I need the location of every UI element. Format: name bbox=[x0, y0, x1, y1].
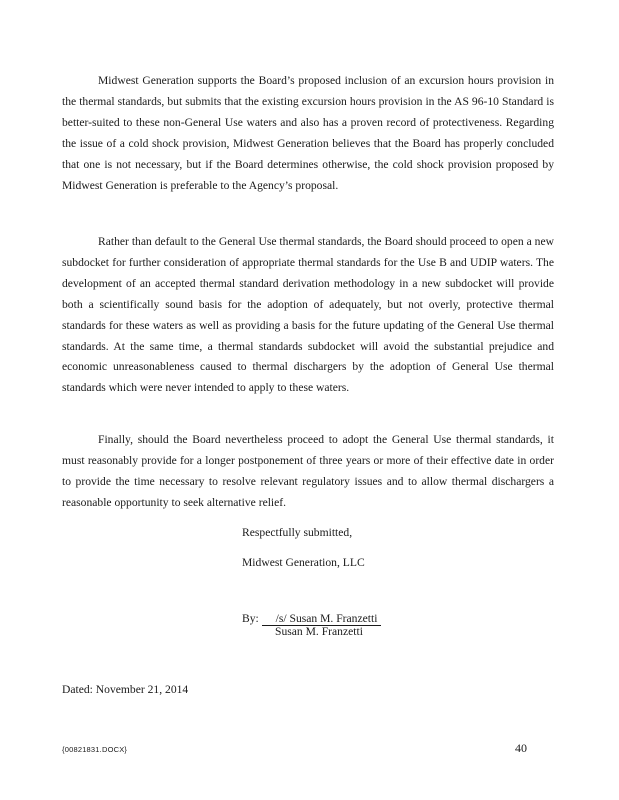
by-label: By: bbox=[242, 612, 259, 625]
body-paragraph-1 bbox=[62, 71, 554, 196]
page-number: 40 bbox=[515, 741, 527, 755]
paragraph-text: Finally, should the Board nevertheless proceed to adopt the General Use thermal standards, it must reasonably provide for a longer postponement of three years or more of their effective date in order to provide the time necessary to resolve relevant regulatory issues and to allow thermal dischargers a reasonable opportunity to seek alternative relief. bbox=[62, 433, 554, 509]
electronic-signature: /s/ Susan M. Franzetti bbox=[262, 613, 382, 626]
closing-line: Respectfully submitted, bbox=[242, 526, 353, 539]
paragraph-text: Midwest Generation supports the Board’s proposed inclusion of an excursion hours provision in the thermal standards, but submits that the existing excursion hours provision in the AS 96-10 Standard is better-suited to these non-General Use waters and also has a proven record of protectiveness. Regarding the issue of a cold shock provision, Midwest Generation believes that the Board has properly concluded that one is not necessary, but if the Board determines otherwise, the cold shock provision proposed by Midwest Generation is preferable to the Agency’s proposal. bbox=[62, 74, 554, 192]
body-paragraph-3 bbox=[62, 430, 554, 514]
dated-line: Dated: November 21, 2014 bbox=[62, 683, 189, 696]
paragraph-text: Rather than default to the General Use thermal standards, the Board should proceed to open a new subdocket for further consideration of appropriate thermal standards for the Use B and UDIP waters. The development of an accepted thermal standard derivation methodology in a new subdocket will provide both a scientifically sound basis for the adoption of adequately, but not overly, protective thermal standards for these waters as well as providing a basis for the future updating of the General Use thermal standards. At the same time, a thermal standards subdocket will avoid the substantial prejudice and economic unreasonableness caused to thermal dischargers by the adoption of General Use thermal standards which were never intended to apply to these waters. bbox=[62, 235, 554, 395]
company-name: Midwest Generation, LLC bbox=[242, 556, 365, 569]
signer-name: Susan M. Franzetti bbox=[275, 625, 363, 638]
signature-by-line bbox=[242, 612, 381, 626]
footer-document-code: {00821831.DOCX} bbox=[62, 745, 128, 754]
body-paragraph-2 bbox=[62, 232, 554, 399]
